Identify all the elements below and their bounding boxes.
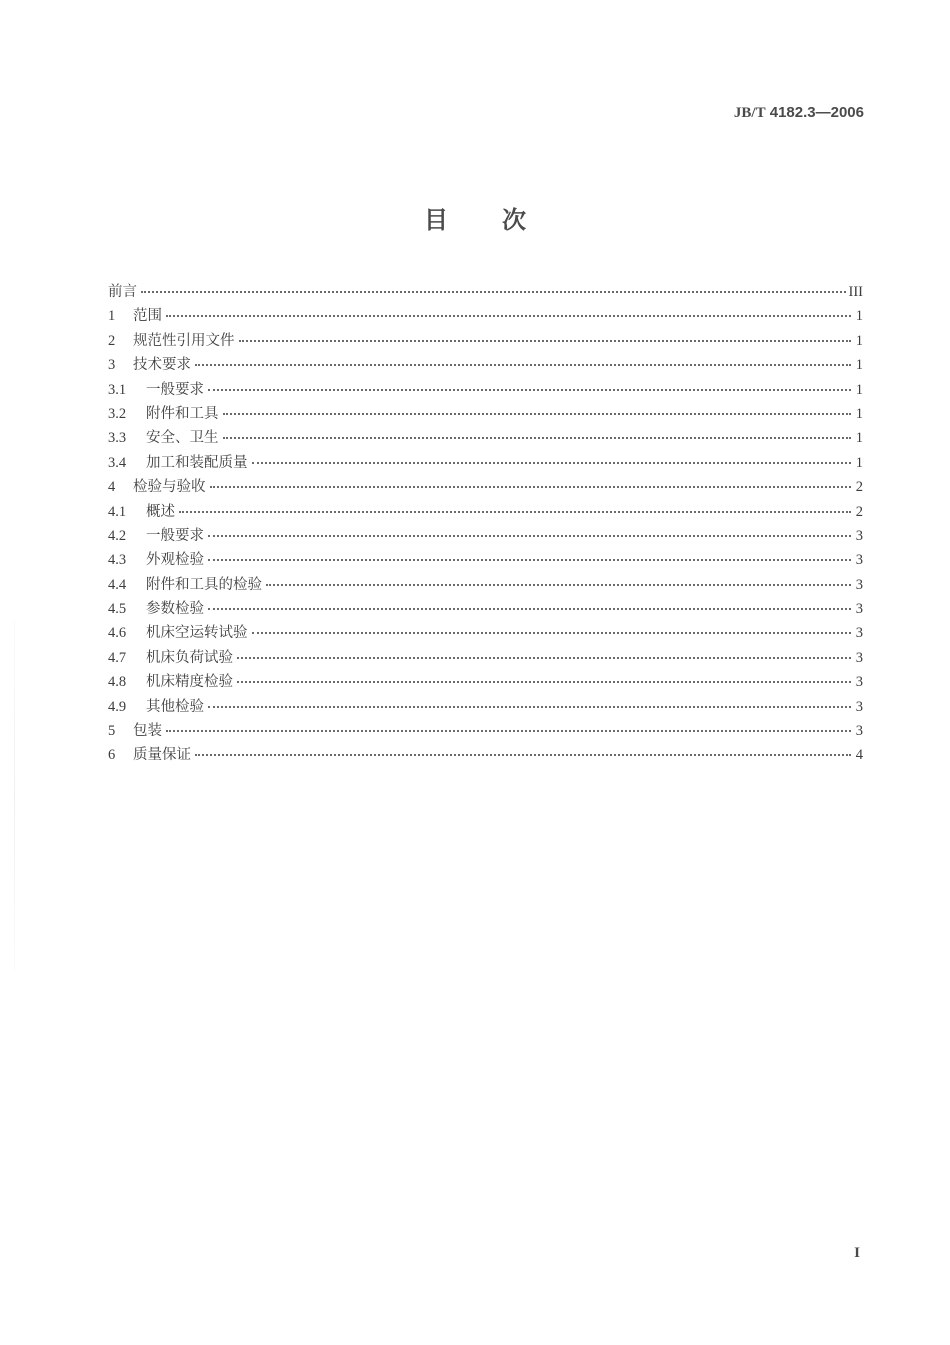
toc-entry-number: 3.3 [108, 430, 127, 447]
dot-leader [252, 631, 852, 634]
toc-entry-page: 3 [855, 601, 863, 618]
toc-entry-label: 附件和工具的检验 [146, 576, 262, 593]
toc-entry-number: 4.5 [108, 601, 127, 618]
dot-leader [208, 558, 851, 561]
toc-entry[interactable] [108, 280, 863, 304]
dot-leader [252, 461, 852, 464]
toc-entry-page: 2 [855, 503, 863, 520]
toc-entry-page: 1 [855, 405, 863, 422]
toc-entry-page: 3 [855, 723, 863, 740]
toc-entry-number: 3.4 [108, 454, 127, 471]
toc-entry-label: 一般要求 [146, 527, 204, 544]
toc-entry[interactable] [108, 451, 863, 475]
toc-entry-page: 3 [855, 698, 863, 715]
toc-entry-label: 其他检验 [146, 698, 204, 715]
dot-leader [266, 583, 851, 586]
toc-entry-label: 包装 [133, 723, 162, 740]
dot-leader [208, 607, 851, 610]
toc-entry-number: 4.4 [108, 576, 127, 593]
toc-entry[interactable] [108, 670, 863, 694]
toc-entry-label: 范围 [133, 308, 162, 325]
dot-leader [195, 753, 851, 756]
toc-entry-page: 4 [855, 747, 863, 764]
dot-leader [208, 534, 851, 537]
dot-leader [179, 510, 851, 513]
toc-entry[interactable] [108, 719, 863, 743]
dot-leader [223, 412, 852, 415]
toc-entry-number: 4.1 [108, 503, 127, 520]
toc-entry-number: 4 [108, 479, 116, 496]
dot-leader [239, 339, 852, 342]
toc-entry-label: 机床精度检验 [146, 674, 233, 691]
toc-entry[interactable] [108, 524, 863, 548]
toc-entry-label: 概述 [146, 503, 175, 520]
toc-entry-label: 安全、卫生 [146, 430, 219, 447]
toc-entry-page: 3 [855, 649, 863, 666]
toc-entry[interactable] [108, 548, 863, 572]
toc-entry-page: 2 [855, 479, 863, 496]
toc-entry-number: 3.1 [108, 381, 127, 398]
toc-title [0, 200, 950, 235]
toc-entry-label: 外观检验 [146, 552, 204, 569]
dot-leader [237, 656, 851, 659]
toc-entry-number: 4.7 [108, 649, 127, 666]
toc-entry-number: 6 [108, 747, 116, 764]
toc-title-char-1: 目 [424, 206, 448, 234]
toc-entry-label: 附件和工具 [146, 405, 219, 422]
toc-entry-label: 参数检验 [146, 601, 204, 618]
toc-entry-number: 1 [108, 308, 116, 325]
dot-leader [141, 290, 846, 293]
dot-leader [210, 485, 852, 488]
dot-leader [195, 363, 851, 366]
toc-entry[interactable] [108, 353, 863, 377]
toc-entry[interactable] [108, 621, 863, 645]
toc-entry-label: 机床负荷试验 [146, 649, 233, 666]
dot-leader [223, 436, 852, 439]
dot-leader [166, 729, 851, 732]
toc-entry-page: 1 [855, 308, 863, 325]
toc-title-char-2: 次 [502, 206, 526, 234]
toc-entry[interactable] [108, 304, 863, 328]
toc-entry-number: 4.6 [108, 625, 127, 642]
toc-entry-page: 1 [855, 454, 863, 471]
toc-entry-number: 4.3 [108, 552, 127, 569]
toc-entry-page: III [848, 284, 863, 300]
toc-entry-page: 3 [855, 576, 863, 593]
page-number: I [854, 1245, 860, 1261]
toc-entry[interactable] [108, 378, 863, 402]
toc-entry-page: 3 [855, 527, 863, 544]
toc-entry[interactable] [108, 475, 863, 499]
toc-entry-page: 1 [855, 357, 863, 374]
toc-entry-page: 1 [855, 381, 863, 398]
toc-entry-page: 3 [855, 552, 863, 569]
toc-entry-label: 加工和装配质量 [146, 454, 248, 471]
toc-entry-label: 规范性引用文件 [133, 332, 235, 349]
toc-entry-label: 质量保证 [133, 747, 191, 764]
toc-entry-number: 4.9 [108, 698, 127, 715]
toc-entry[interactable] [108, 573, 863, 597]
dot-leader [208, 388, 851, 391]
toc-entry-label: 技术要求 [133, 357, 191, 374]
toc-entry-number: 5 [108, 723, 116, 740]
table-of-contents [108, 280, 863, 768]
toc-entry[interactable] [108, 426, 863, 450]
toc-entry[interactable] [108, 743, 863, 767]
toc-entry[interactable] [108, 695, 863, 719]
scan-edge-shadow [14, 620, 15, 970]
toc-entry-label: 检验与验收 [133, 479, 206, 496]
toc-entry-number: 2 [108, 332, 116, 349]
toc-entry-label: 机床空运转试验 [146, 625, 248, 642]
toc-entry-number: 3.2 [108, 405, 127, 422]
toc-entry-label: 一般要求 [146, 381, 204, 398]
dot-leader [208, 705, 851, 708]
standard-number: 4182.3—2006 [765, 104, 864, 121]
toc-entry[interactable] [108, 500, 863, 524]
toc-entry[interactable] [108, 329, 863, 353]
dot-leader [237, 680, 851, 683]
toc-entry-number: 4.2 [108, 527, 127, 544]
toc-entry-label: 前言 [108, 284, 137, 300]
toc-entry[interactable] [108, 646, 863, 670]
toc-entry-page: 1 [855, 430, 863, 447]
toc-entry-page: 3 [855, 674, 863, 691]
standard-prefix: JB/T [733, 105, 766, 121]
toc-entry[interactable] [108, 597, 863, 621]
standard-code [734, 104, 864, 122]
toc-entry-number: 4.8 [108, 674, 127, 691]
dot-leader [166, 314, 851, 317]
toc-entry-page: 3 [855, 625, 863, 642]
toc-entry-page: 1 [855, 332, 863, 349]
toc-entry-number: 3 [108, 357, 116, 374]
toc-entry[interactable] [108, 402, 863, 426]
